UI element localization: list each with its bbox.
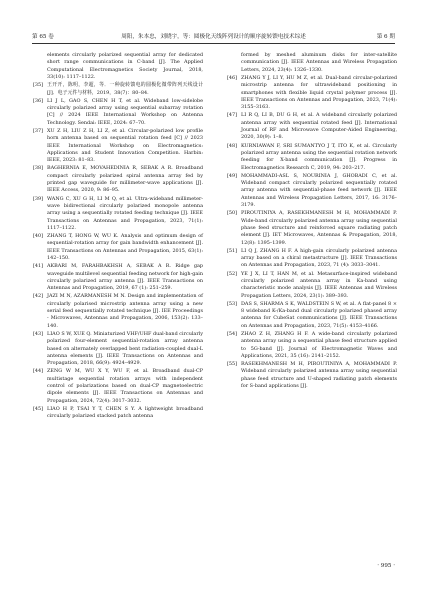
reference-number: [53] xyxy=(227,300,238,307)
reference-number: [54] xyxy=(227,330,238,337)
reference-text: MOHAMMADI-ASL S, NOURINIA J, GHOBADI C, et al. Wideband compact circularly polarized sequentially rotated array antenna with sequential-phase feed network [J]. IEEE Antennas and Wireless Propagation Letters, 2017, 16: 3176–3179. xyxy=(241,172,397,209)
reference-text: PIROUTINIYA A, RASEKHMANESH M H, MOHAMMADI P. Wide-band circularly polarized antenna array using sequential phase feed structure and reinforced square radiating patch element [J]. IET Microwaves, Antennas & Propagation, 2018, 12(8): 1395–1399. xyxy=(241,210,397,246)
reference-item xyxy=(33,98,203,127)
reference-item xyxy=(227,210,397,247)
reference-text: ZENG W M, WU X Y, WU F, et al. Broadband dual-CP multistage sequential rotation arrays with independent control of polarizations based on dual-CP magnetoelectric dipole elements [J]. IEEE Transactions on Antennas and Propagation, 2024, 72(4): 3017–3032. xyxy=(47,368,203,404)
reference-number: [43] xyxy=(33,330,44,337)
reference-number: [46] xyxy=(227,74,238,81)
right-reference-list xyxy=(227,75,397,391)
reference-number: [52] xyxy=(227,270,238,277)
reference-text: JAZI M N, AZARMANESH M N. Design and implementation of circularly polarised microstrip antenna array using a new serial feed sequentially rotated technique [J]. IEE Proceedings - Microwaves, Antennas and Propagation, 2006, 153(2): 133–140. xyxy=(47,293,203,329)
reference-item xyxy=(33,293,203,330)
reference-text: YE J X, LI T, HAN M, et al. Metasurface-inspired wideband circularly polarized antenna array in Ka-band using characteristic mode analysis [J]. IEEE Antennas and Wireless Propagation Letters, 2024, 23(1): 389–393. xyxy=(241,270,397,299)
left-column xyxy=(33,52,203,421)
reference-number: [36] xyxy=(33,97,44,104)
reference-item xyxy=(33,165,203,194)
reference-item xyxy=(227,75,397,112)
reference-text: LI R Q, LI B, DU G H, et al. A wideband circularly polarized antenna array with sequential rotated feed [J]. International Journal of RF and Microwave Computer-Aided Engineering, 2020, 30(9): 1–8. xyxy=(241,112,397,141)
reference-text: ZHANG T, HONG W, WU K. Analysis and optimum design of sequential-rotation array for gain bandwidth enhancement [J]. IEEE Transactions on Antennas and Propagation, 2015, 63(1): 142–150. xyxy=(47,233,203,262)
reference-text: ZHAO Z H, ZHANG H F. A wide-band circularly polarized antenna array using a sequential phase feed structure applied to 5G-band [J]. Journal of Electromagnetic Waves and Applications, 2021, 35 (16): 2141–2152. xyxy=(241,330,397,359)
reference-item xyxy=(227,361,397,390)
reference-text: WANG C, XU G H, LI M Q, et al. Ultra-wideband millimeter-wave bidirectional circularly polarized monopole antenna array using a sequentially rotated feeding technique [J]. IEEE Transactions on Antennas and Propagation, 2023, 71(1): 1117–1122. xyxy=(47,195,203,231)
running-title: 周阳，朱本忠，刘晓宇，等：圆极化天线阵列设计的顺序旋转馈电技术综述 xyxy=(121,34,306,40)
reference-number: [45] xyxy=(33,405,44,412)
reference-text: KURNIAWAN F, SRI SUMANTYO J T, ITO K, et al. Circularly polarized array antenna using the sequential rotation network feeding for X-band communication [J]. Progress in Electromagnetics Research C, 2019, 94: 203–217. xyxy=(241,142,397,171)
reference-text: LIAO H P, TSAI Y T, CHEN S Y. A lightweight broadband circularly polarized stacked patch antenna xyxy=(47,405,203,420)
reference-item xyxy=(33,82,203,97)
reference-item xyxy=(227,143,397,172)
reference-text: 王开开，陈明，李超，等．一种旋转馈电的圆极化微带阵列天线设计[J]．电子元件与材料，2019，38(7)：80–84. xyxy=(47,82,203,96)
reference-text: LI Q J, ZHANG H F. A high-gain circularly polarized antenna array based on a chiral metastructure [J]. IEEE Transactions on Antennas and Propagation, 2023, 71 (4): 3033–3041. xyxy=(241,247,397,269)
reference-number: [37] xyxy=(33,127,44,134)
reference-number: [55] xyxy=(227,361,238,368)
reference-number: [51] xyxy=(227,247,238,254)
reference-text: DAS S, SHARMA S K, WALDSTEIN S W, et al. A flat-panel 8 × 8 wideband K-/Ka-band dual circularly polarized phased array antenna for CubeSat communications [J]. IEEE Transactions on Antennas and Propagation, 2023, 71(5): 4153–4166. xyxy=(241,300,397,329)
reference-number: [41] xyxy=(33,263,44,270)
reference-text: LIAO S W, XUE Q. Miniaturized VHF/UHF dual-band circularly polarized four-element sequential-rotation array antenna based on alternately overlapped bent radiation-coupled dual-L antenna elements [J]. IEEE Transactions on Antennas and Propagation, 2018, 66(9): 4924–4929. xyxy=(47,330,203,367)
reference-item xyxy=(33,331,203,368)
reference-continuation: formed by meshed aluminum disks for inter-satellite communication [J]. IEEE Antennas and Wireless Propagation Letters, 2024, 23(4): 1326–1330. xyxy=(241,52,397,73)
reference-item xyxy=(33,263,203,292)
reference-text: RASEKHMANESH M H, PIROUTINIYA A, MOHAMMADI P. Wideband circularly polarized antenna array using sequential phase feed structure and U-shaped radiating patch elements for S-band applications [J]. xyxy=(241,361,397,390)
reference-number: [47] xyxy=(227,112,238,119)
reference-text: XU Z H, LIU Z H, LI Z, et al. Circular-polarized low profile horn antenna based on sequential rotation feed [C] // 2023 IEEE International Workshop on Electromagnetics: Applications and Student Innovation Competition. Harbin: IEEE, 2023: 81–83. xyxy=(47,127,203,164)
reference-text: AKBARI M, FARAHBAKHSH A, SEBAK A R. Ridge gap waveguide multilevel sequential feeding network for high-gain circularly polarized array antenna [J]. IEEE Transactions on Antennas and Propagation, 2019, 67 (1): 251–259. xyxy=(47,263,203,292)
reference-item xyxy=(33,368,203,405)
reference-text: BAGHERNIA E, MOVAHEDINIA R, SEBAK A R. Broadband compact circularly polarized spiral antenna array fed by printed gap waveguide for millimeter-wave applications [J]. IEEE Access, 2020, 9: 86–95. xyxy=(47,165,203,194)
reference-number: [48] xyxy=(227,142,238,149)
reference-item xyxy=(33,406,203,421)
issue-label: 第 6 期 xyxy=(376,34,395,40)
reference-item xyxy=(33,196,203,233)
reference-text: ZHANG Y J, LI Y, HU M Z, et al. Dual-band circular-polarized microstrip antenna for ultrawideband positioning in smartphones with flexible liquid crystal polymer process [J]. IEEE Transactions on Antennas and Propagation, 2023, 71(4): 3155–3163. xyxy=(241,74,397,111)
reference-text: LI J L, GAO S, CHEN H T, et al. Wideband low-sidelobe circularly polarized array using sequential subarray rotation [C] // 2024 IEEE International Workshop on Antenna Technology. Sendai: IEEE, 2024: 67–70. xyxy=(47,97,203,126)
reference-item xyxy=(33,128,203,165)
reference-number: [49] xyxy=(227,172,238,179)
left-reference-list xyxy=(33,82,203,420)
page-header xyxy=(32,30,395,44)
right-column xyxy=(227,52,397,391)
volume-label: 第 65 卷 xyxy=(32,34,54,40)
reference-number: [38] xyxy=(33,165,44,172)
reference-item xyxy=(33,233,203,262)
reference-item xyxy=(227,173,397,210)
reference-item xyxy=(227,112,397,141)
reference-item xyxy=(227,331,397,360)
reference-number: [35] xyxy=(33,82,44,89)
header-rule xyxy=(32,43,395,44)
reference-item xyxy=(227,301,397,330)
reference-item xyxy=(227,271,397,300)
reference-item xyxy=(227,248,397,270)
reference-number: [40] xyxy=(33,233,44,240)
reference-number: [50] xyxy=(227,210,238,217)
page-number: · 995 · xyxy=(377,563,395,569)
reference-continuation: elements circularly polarized sequential array for dedicated short range communications in C-band [J]. The Applied Computational Electromagnetics Society Journal, 2018, 33(10): 1117–1122. xyxy=(47,52,203,81)
reference-number: [42] xyxy=(33,293,44,300)
reference-number: [44] xyxy=(33,368,44,375)
reference-number: [39] xyxy=(33,195,44,202)
